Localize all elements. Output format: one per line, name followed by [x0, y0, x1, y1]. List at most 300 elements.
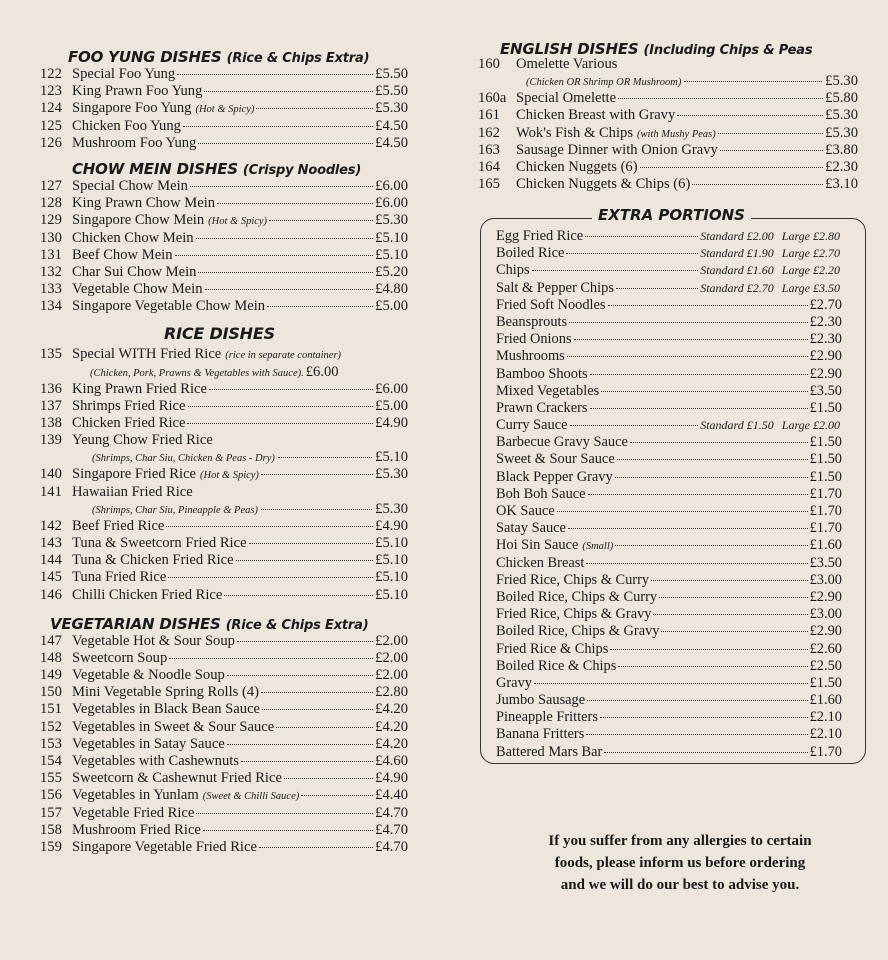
rice-list — [40, 346, 408, 603]
item-name: Vegetable & Noodle Soup — [72, 667, 225, 684]
item-price: £1.50 — [809, 451, 842, 468]
item-price: £1.70 — [809, 503, 842, 519]
item-price: £5.10 — [375, 534, 408, 551]
item-price: £1.50 — [809, 399, 842, 416]
item-name: Shrimps Fried Rice — [72, 397, 186, 414]
dot-leader — [183, 126, 373, 127]
item-price: £1.60 — [809, 692, 842, 709]
item-price: £3.50 — [809, 382, 842, 399]
extra-portions-list — [496, 228, 842, 761]
item-name: Pineapple Fritters — [496, 709, 598, 726]
dot-leader — [261, 509, 372, 510]
extra-item — [496, 297, 842, 314]
item-name: Chilli Chicken Fried Rice — [72, 586, 223, 603]
item-note: (with Mushy Peas) — [637, 128, 716, 140]
item-detail: (Shrimps, Char Siu, Chicken & Peas - Dry) — [92, 453, 275, 465]
english-title: ENGLISH DISHES — [500, 40, 639, 58]
extra-item — [496, 520, 842, 537]
foo-yung-title: FOO YUNG DISHES — [68, 48, 222, 66]
item-price: £2.60 — [809, 640, 842, 657]
menu-item — [40, 667, 408, 684]
item-price: £5.20 — [375, 263, 408, 280]
extra-item — [496, 572, 842, 589]
menu-item-detail — [40, 501, 408, 518]
item-price: £1.70 — [809, 485, 842, 502]
menu-item — [40, 281, 408, 298]
dot-leader — [604, 752, 807, 753]
menu-item — [40, 66, 408, 83]
item-number: 141 — [40, 483, 62, 500]
item-name: Gravy — [496, 674, 532, 691]
vegetarian-list — [40, 633, 408, 856]
menu-item — [40, 736, 408, 753]
extra-portions-title: EXTRA PORTIONS — [592, 206, 751, 224]
dot-leader — [188, 406, 374, 407]
item-name: Chicken Breast with Gravy — [516, 107, 676, 124]
item-name: Char Sui Chow Mein — [72, 263, 197, 280]
dot-leader — [198, 272, 373, 273]
item-number: 127 — [40, 177, 62, 194]
item-name: Vegetable Fried Rice — [72, 804, 195, 821]
menu-item — [40, 552, 408, 569]
item-large-price: Large £2.20 — [781, 263, 840, 278]
menu-item — [40, 346, 408, 363]
item-number: 163 — [478, 141, 500, 158]
extra-item — [496, 709, 842, 726]
item-price: £2.30 — [825, 158, 858, 175]
item-note: (Hot & Spicy) — [200, 470, 259, 482]
menu-item — [478, 107, 858, 124]
item-number: 164 — [478, 158, 500, 175]
item-name: Salt & Pepper Chips — [496, 279, 614, 296]
item-name: Black Pepper Gravy — [496, 468, 613, 485]
dot-leader — [587, 700, 807, 701]
item-number: 154 — [40, 753, 62, 769]
extra-item — [496, 692, 842, 709]
dot-leader — [284, 778, 373, 779]
item-name: Mushroom Fried Rice — [72, 821, 201, 838]
dot-leader — [585, 236, 698, 237]
item-name: Fried Rice, Chips & Gravy — [496, 606, 652, 623]
item-name: Omelette Various — [516, 56, 618, 72]
menu-item — [40, 684, 408, 701]
menu-item — [40, 230, 408, 247]
extra-item — [496, 606, 842, 623]
dot-leader — [204, 91, 373, 92]
menu-item — [40, 466, 408, 483]
item-name: Banana Fritters — [496, 726, 585, 743]
item-price: £2.90 — [809, 365, 842, 382]
dot-leader — [630, 442, 808, 443]
dot-leader — [608, 305, 808, 306]
dot-leader — [567, 356, 808, 357]
item-number: 144 — [40, 552, 62, 569]
item-price: £2.00 — [375, 632, 408, 649]
dot-leader — [259, 847, 373, 848]
item-name: Boiled Rice, Chips & Curry — [496, 588, 658, 605]
dot-leader — [187, 423, 373, 424]
menu-item — [40, 770, 408, 787]
item-price: £2.70 — [809, 296, 842, 313]
dot-leader — [615, 545, 807, 546]
item-price: £2.90 — [809, 623, 842, 640]
item-note: (Small) — [582, 541, 614, 553]
item-large-price: Large £2.00 — [781, 418, 840, 433]
extra-item — [496, 675, 842, 692]
dot-leader — [276, 727, 373, 728]
item-name: Wok's Fish & Chips — [516, 124, 634, 141]
item-price: £1.70 — [809, 743, 842, 760]
dot-leader — [168, 577, 373, 578]
extra-item — [496, 658, 842, 675]
menu-item — [40, 587, 408, 604]
dot-leader — [175, 255, 374, 256]
dot-leader — [227, 675, 373, 676]
item-name: King Prawn Chow Mein — [72, 195, 216, 212]
item-number: 124 — [40, 100, 62, 117]
item-name: Boh Boh Sauce — [496, 485, 586, 502]
chow-mein-subtitle: (Crispy Noodles) — [242, 162, 362, 178]
dot-leader — [601, 391, 807, 392]
item-large-price: Large £3.50 — [781, 280, 840, 295]
menu-item — [40, 518, 408, 535]
foo-yung-list — [40, 66, 408, 152]
dot-leader — [718, 133, 823, 134]
item-number: 140 — [40, 466, 62, 483]
menu-item — [40, 298, 408, 315]
item-name: Vegetable Chow Mein — [72, 281, 203, 298]
dot-leader — [586, 563, 807, 564]
item-number: 122 — [40, 66, 62, 82]
item-price: £5.50 — [375, 83, 408, 100]
item-number: 125 — [40, 117, 62, 134]
dot-leader — [618, 98, 823, 99]
menu-item — [40, 398, 408, 415]
menu-item — [40, 805, 408, 822]
extra-item — [496, 366, 842, 383]
item-number: 132 — [40, 263, 62, 280]
item-number: 158 — [40, 821, 62, 838]
item-price: £3.10 — [825, 176, 858, 193]
dot-leader — [532, 270, 699, 271]
menu-item — [40, 569, 408, 586]
item-name: Satay Sauce — [496, 520, 566, 537]
dot-leader — [169, 658, 373, 659]
item-price: £1.70 — [809, 520, 842, 537]
item-number: 151 — [40, 701, 62, 718]
item-name: Bamboo Shoots — [496, 365, 588, 382]
item-price: £2.10 — [809, 709, 842, 726]
dot-leader — [653, 614, 807, 615]
dot-leader — [262, 709, 373, 710]
extra-list-b — [496, 434, 842, 761]
dot-leader — [557, 511, 808, 512]
dot-leader — [651, 580, 808, 581]
item-name: Beef Chow Mein — [72, 246, 173, 263]
item-price: £5.10 — [375, 449, 408, 466]
item-number: 147 — [40, 632, 62, 649]
vegetarian-heading — [50, 615, 408, 633]
item-price: £5.10 — [375, 552, 408, 569]
item-name: OK Sauce — [496, 503, 555, 519]
item-price: £4.70 — [375, 821, 408, 838]
menu-item — [40, 432, 408, 449]
menu-item — [478, 90, 858, 107]
menu-item — [40, 484, 408, 501]
dot-leader — [236, 560, 374, 561]
dot-leader — [570, 425, 699, 426]
allergy-line-2: foods, please inform us before ordering — [554, 855, 806, 871]
item-price: £2.90 — [809, 348, 842, 365]
item-number: 142 — [40, 517, 62, 534]
item-price: £4.90 — [375, 415, 408, 431]
dot-leader — [267, 306, 373, 307]
item-name: Special Foo Yung — [72, 66, 176, 82]
extra-item — [496, 555, 842, 572]
item-name: Chicken Fried Rice — [72, 415, 186, 431]
item-number: 126 — [40, 134, 62, 151]
item-standard-price: Standard £1.60 — [700, 263, 774, 278]
dot-leader — [600, 717, 808, 718]
item-number: 129 — [40, 212, 62, 229]
item-standard-price: Standard £2.70 — [700, 280, 774, 295]
item-name: Sweetcorn & Cashewnut Fried Rice — [72, 770, 282, 787]
item-number: 153 — [40, 735, 62, 752]
item-name: Boiled Rice — [496, 245, 565, 262]
item-name: Vegetable Hot & Sour Soup — [72, 632, 235, 649]
dot-leader — [166, 526, 373, 527]
allergy-line-1: If you suffer from any allergies to certain — [548, 833, 812, 849]
item-note: (rice in separate container) — [225, 350, 342, 362]
dot-leader — [196, 813, 373, 814]
item-name: Hoi Sin Sauce — [496, 537, 579, 554]
item-price: £2.90 — [809, 588, 842, 605]
rice-list-b — [40, 518, 408, 604]
item-number: 137 — [40, 397, 62, 414]
item-price: £5.10 — [375, 586, 408, 603]
dot-leader — [198, 143, 373, 144]
item-number: 149 — [40, 667, 62, 684]
item-name: Fried Onions — [496, 331, 572, 348]
item-name: Fried Rice, Chips & Curry — [496, 571, 650, 588]
dot-leader — [720, 150, 823, 151]
item-price: £2.00 — [375, 649, 408, 666]
item-number: 133 — [40, 281, 62, 298]
foo-yung-subtitle: (Rice & Chips Extra) — [226, 51, 370, 66]
extra-sized-list — [496, 228, 842, 297]
dot-leader — [661, 631, 807, 632]
item-price: £2.80 — [375, 684, 408, 701]
menu-item — [40, 415, 408, 432]
menu-item-detail — [478, 73, 858, 90]
rice-heading — [164, 324, 408, 343]
item-price: £4.60 — [375, 753, 408, 769]
item-name: Tuna & Chicken Fried Rice — [72, 552, 234, 569]
item-name: Singapore Vegetable Chow Mein — [72, 298, 266, 315]
item-name: Egg Fried Rice — [496, 228, 584, 244]
menu-item — [40, 753, 408, 770]
item-price: £2.50 — [809, 657, 842, 674]
item-name: Mushroom Foo Yung — [72, 134, 197, 151]
dot-leader — [177, 74, 373, 75]
item-price: £6.00 — [375, 177, 408, 194]
item-name: Battered Mars Bar — [496, 743, 603, 760]
item-number: 128 — [40, 195, 62, 212]
foo-yung-heading — [68, 48, 408, 66]
dot-leader — [261, 474, 373, 475]
item-name: Tuna Fried Rice — [72, 569, 167, 586]
extra-item — [496, 383, 842, 400]
item-name: Vegetables with Cashewnuts — [72, 753, 239, 769]
dot-leader — [610, 649, 807, 650]
item-name: Special WITH Fried Rice — [72, 346, 222, 363]
extra-item — [496, 280, 842, 297]
extra-item — [496, 417, 842, 434]
item-price: £4.90 — [375, 770, 408, 787]
item-number: 161 — [478, 107, 500, 124]
right-column — [478, 0, 858, 193]
item-name: Mixed Vegetables — [496, 382, 600, 399]
menu-item — [40, 264, 408, 281]
item-price: £1.60 — [809, 537, 842, 554]
item-name: Special Omelette — [516, 90, 617, 107]
item-price: £2.00 — [375, 667, 408, 684]
dot-leader — [196, 238, 374, 239]
rice-list-a — [40, 381, 408, 433]
item-name: Vegetables in Black Bean Sauce — [72, 701, 261, 718]
item-name: King Prawn Foo Yung — [72, 83, 203, 100]
dot-leader — [659, 597, 808, 598]
menu-item — [478, 125, 858, 142]
item-number: 160 — [478, 56, 500, 72]
english-list — [478, 90, 858, 193]
item-price: £4.40 — [375, 787, 408, 804]
extra-item — [496, 537, 842, 554]
item-standard-price: Standard £1.50 — [700, 418, 774, 433]
dot-leader — [692, 184, 823, 185]
english-subtitle: (Including Chips & Peas — [643, 43, 813, 58]
menu-item — [40, 247, 408, 264]
extra-item — [496, 486, 842, 503]
extra-item — [496, 623, 842, 640]
allergy-notice — [500, 830, 860, 896]
menu-item — [40, 839, 408, 856]
item-detail: (Shrimps, Char Siu, Pineapple & Peas) — [92, 504, 258, 516]
item-name: Fried Rice & Chips — [496, 640, 609, 657]
item-number: 160a — [478, 90, 507, 107]
dot-leader — [684, 81, 822, 82]
item-number: 130 — [40, 229, 62, 246]
item-standard-price: Standard £2.00 — [700, 229, 774, 243]
item-price: £4.20 — [375, 718, 408, 735]
menu-item — [40, 535, 408, 552]
item-name: Boiled Rice & Chips — [496, 657, 617, 674]
item-number: 155 — [40, 770, 62, 787]
menu-item — [40, 650, 408, 667]
chow-mein-list — [40, 178, 408, 316]
dot-leader — [205, 289, 374, 290]
item-note: (Hot & Spicy) — [208, 216, 268, 228]
item-detail: (Chicken, Pork, Prawns & Vegetables with Sauce). — [90, 367, 304, 379]
item-number: 150 — [40, 684, 62, 701]
dot-leader — [615, 477, 808, 478]
item-price: £4.90 — [375, 517, 408, 534]
extra-item — [496, 331, 842, 348]
dot-leader — [590, 408, 808, 409]
item-name: Curry Sauce — [496, 417, 568, 434]
item-number: 162 — [478, 124, 500, 141]
vegetarian-title: VEGETARIAN DISHES — [50, 614, 221, 633]
item-price: £5.50 — [375, 66, 408, 82]
item-name: Beansprouts — [496, 313, 568, 330]
dot-leader — [616, 288, 698, 289]
menu-item — [40, 100, 408, 117]
item-price: £4.50 — [375, 117, 408, 134]
menu-item — [40, 381, 408, 398]
item-number: 134 — [40, 298, 62, 315]
item-price: £5.30 — [375, 466, 408, 483]
extra-item — [496, 228, 842, 245]
item-price: £5.80 — [825, 90, 858, 107]
item-name: Sweetcorn Soup — [72, 649, 168, 666]
extra-item — [496, 245, 842, 262]
dot-leader — [241, 761, 373, 762]
dot-leader — [617, 459, 808, 460]
menu-item — [40, 633, 408, 650]
allergy-line-3: and we will do our best to advise you. — [560, 877, 800, 893]
dot-leader — [586, 734, 807, 735]
item-price: £5.30 — [825, 107, 858, 124]
extra-item — [496, 348, 842, 365]
dot-leader — [190, 186, 373, 187]
dot-leader — [278, 457, 372, 458]
extra-item — [496, 451, 842, 468]
dot-leader — [568, 528, 808, 529]
extra-item — [496, 314, 842, 331]
extra-item — [496, 641, 842, 658]
extra-item — [496, 434, 842, 451]
item-number: 157 — [40, 804, 62, 821]
item-name: Chicken Chow Mein — [72, 229, 194, 246]
menu-item — [478, 159, 858, 176]
item-large-price: Large £2.80 — [781, 229, 840, 243]
item-price: £3.80 — [825, 141, 858, 158]
item-name: Fried Soft Noodles — [496, 296, 606, 313]
menu-item — [40, 83, 408, 100]
item-name: Beef Fried Rice — [72, 517, 165, 534]
item-detail: (Chicken OR Shrimp OR Mushroom) — [526, 77, 682, 89]
item-name: Vegetables in Yunlam — [72, 787, 199, 804]
item-name: Boiled Rice, Chips & Gravy — [496, 623, 660, 640]
dot-leader — [618, 666, 807, 667]
item-name: Chicken Breast — [496, 554, 585, 571]
item-number: 146 — [40, 586, 62, 603]
item-price: £5.30 — [375, 100, 408, 117]
item-price: £4.20 — [375, 701, 408, 718]
extra-list-a — [496, 297, 842, 417]
item-price: £4.80 — [375, 281, 408, 298]
item-name: Sweet & Sour Sauce — [496, 451, 615, 468]
chow-mein-title: CHOW MEIN DISHES — [72, 159, 238, 178]
item-price: £5.10 — [375, 229, 408, 246]
item-name: Chips — [496, 262, 530, 279]
item-name: Jumbo Sausage — [496, 692, 586, 709]
item-price: £5.30 — [375, 500, 408, 517]
item-name: Singapore Vegetable Fried Rice — [72, 838, 257, 855]
dot-leader — [269, 220, 373, 221]
dot-leader — [301, 795, 373, 796]
dot-leader — [209, 389, 373, 390]
